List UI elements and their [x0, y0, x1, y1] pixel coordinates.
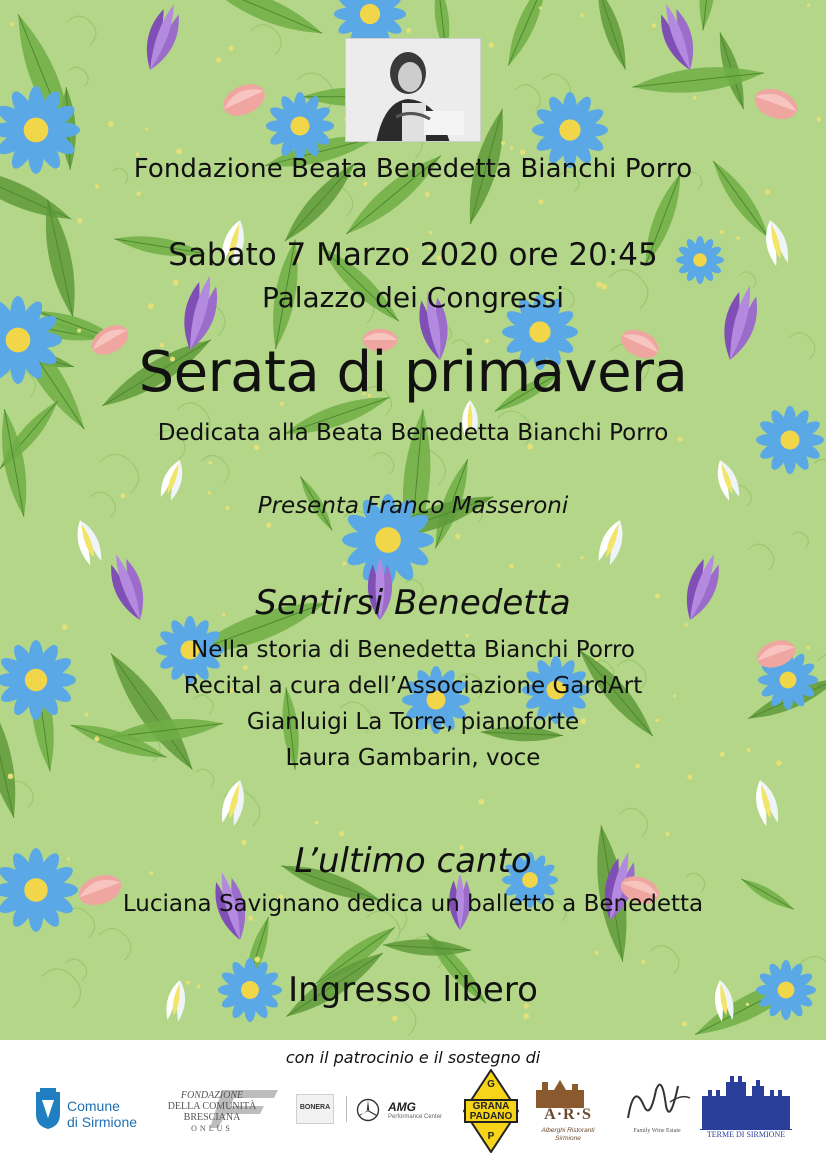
ars-sub-line2: Sirmione [555, 1135, 581, 1142]
logo-family-wine-estate [620, 1076, 694, 1138]
grana-line1: GRANA [472, 1101, 510, 1112]
show2-title: L’ultimo canto [294, 841, 532, 881]
portrait-photo [345, 38, 481, 142]
fondazione-line4: ONLUS [191, 1124, 233, 1133]
terme-label: TERME DI SIRMIONE [700, 1129, 792, 1139]
ars-label: A·R·S [544, 1106, 592, 1123]
event-dedication: Dedicata alla Beata Benedetta Bianchi Porro [157, 420, 669, 446]
fondazione-line1: FONDAZIONE [180, 1090, 244, 1101]
event-title: Serata di primavera [138, 340, 688, 405]
logo-bonera [296, 1094, 334, 1124]
foundation-name: Fondazione Beata Benedetta Bianchi Porro [133, 154, 693, 184]
ars-sub-line1: Alberghi Ristoranti [541, 1127, 595, 1134]
show1-line-4: Laura Gambarin, voce [285, 745, 541, 771]
amg-sub-label: Performance Center [388, 1114, 443, 1120]
patronage-text: con il patrocinio e il sostegno di [285, 1048, 541, 1067]
logo-fondazione-comunita-bresciana [152, 1086, 286, 1132]
show1-title: Sentirsi Benedetta [255, 583, 571, 623]
show2-line: Luciana Savignano dedica un balletto a Benedetta [122, 891, 704, 917]
entry-info: Ingresso libero [288, 970, 538, 1010]
logo-grana-padano [463, 1069, 519, 1153]
grana-letter-top: G [487, 1079, 495, 1090]
show1-line-2: Recital a cura dell’Associazione GardArt [183, 673, 643, 699]
show1-line-3: Gianluigi La Torre, pianoforte [246, 709, 580, 735]
winery-signature-mark-icon [620, 1076, 694, 1126]
event-presenter: Presenta Franco Masseroni [257, 493, 569, 519]
event-date-time: Sabato 7 Marzo 2020 ore 20:45 [168, 237, 658, 273]
fondazione-line3: BRESCIANA [183, 1112, 241, 1123]
logo-comune-sirmione [34, 1086, 152, 1136]
amg-label: AMG [388, 1100, 416, 1114]
event-venue: Palazzo dei Congressi [261, 281, 565, 314]
comune-name-line1: Comune [67, 1098, 120, 1114]
winery-sub-label: Family Wine Estate [633, 1128, 681, 1134]
castle-towers-icon [700, 1076, 792, 1130]
comune-name-line2: di Sirmione [67, 1114, 138, 1130]
comune-crest-icon [34, 1088, 62, 1130]
bonera-label: BONERA [299, 1104, 331, 1111]
logo-terme-sirmione [700, 1076, 792, 1142]
logo-mercedes-amg [346, 1096, 458, 1124]
logo-ars-sirmione [526, 1078, 610, 1150]
fondazione-line2: DELLA COMUNITÀ [167, 1101, 257, 1112]
mercedes-star-icon [356, 1098, 380, 1122]
grana-line2: PADANO [469, 1111, 513, 1122]
show1-line-1: Nella storia di Benedetta Bianchi Porro [191, 637, 635, 663]
castle-icon [534, 1078, 586, 1108]
grana-letter-bottom: P [487, 1131, 495, 1142]
